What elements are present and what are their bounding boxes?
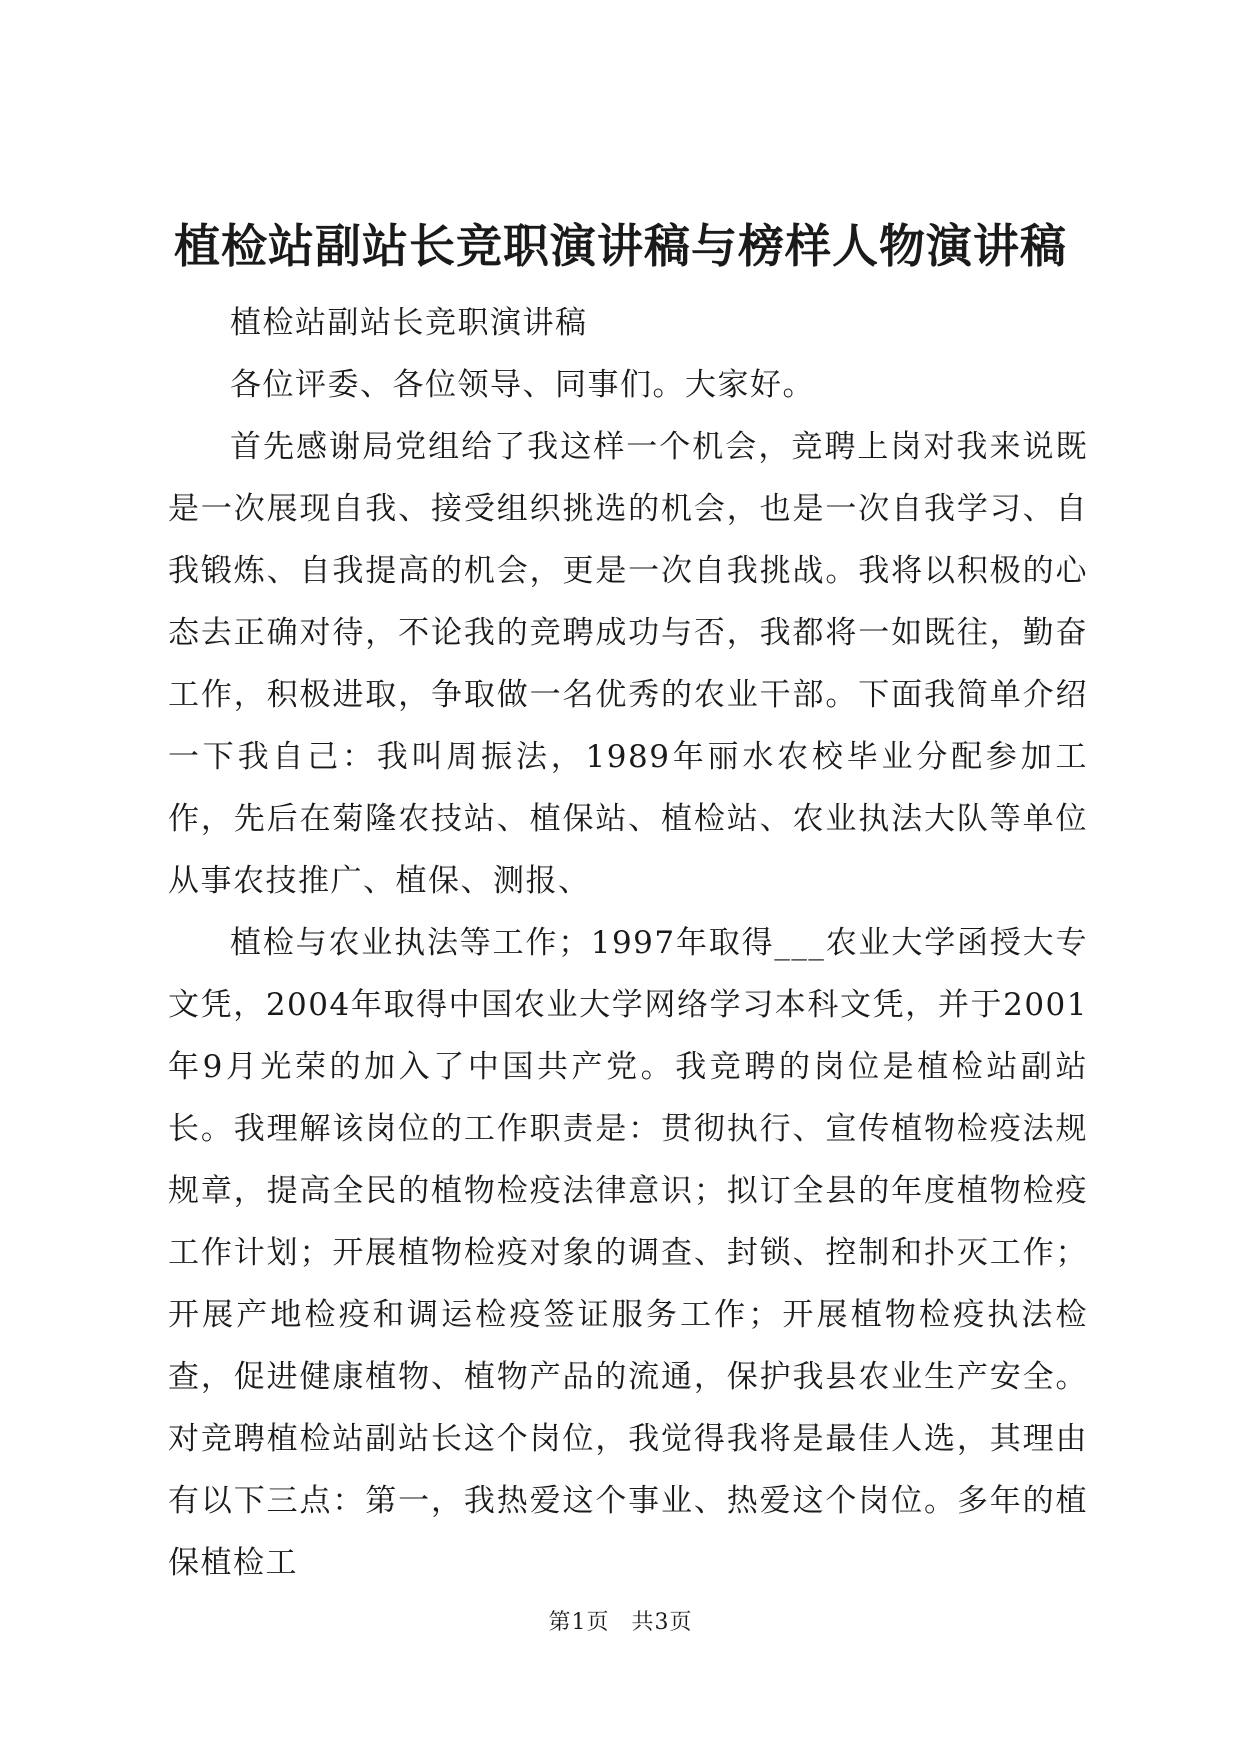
document-body xyxy=(168,292,1088,1594)
paragraph-subtitle: 植检站副站长竞职演讲稿 xyxy=(230,305,588,341)
paragraph-introduction: 首先感谢局党组给了我这样一个机会，竞聘上岗对我来说既是一次展现自我、接受组织挑选的机会，也是一次自我学习、自我锻炼、自我提高的机会，更是一次自我挑战。我将以积极的心态去正确对待，不论我的竞聘成功与否，我都将一如既往，勤奋工作，积极进取，争取做一名优秀的农业干部。下面我简单介绍一下我自己：我叫周振法，1989年丽水农校毕业分配参加工作，先后在菊隆农技站、植保站、植检站、农业执法大队等单位从事农技推广、植保、测报、 xyxy=(168,429,1088,899)
document-title: 植检站副站长竞职演讲稿与榜样人物演讲稿 xyxy=(174,219,1067,273)
page-number-total: 共3页 xyxy=(631,1610,693,1635)
paragraph-qualifications: 植检与农业执法等工作；1997年取得___农业大学函授大专文凭，2004年取得中国农业大学网络学习本科文凭，并于2001年9月光荣的加入了中国共产党。我竞聘的岗位是植检站副站长。我理解该岗位的工作职责是：贯彻执行、宣传植物检疫法规规章，提高全民的植物检疫法律意识；拟订全县的年度植物检疫工作计划；开展植物检疫对象的调查、封锁、控制和扑灭工作；开展产地检疫和调运检疫签证服务工作；开展植物检疫执法检查，促进健康植物、植物产品的流通，保护我县农业生产安全。对竞聘植检站副站长这个岗位，我觉得我将是最佳人选，其理由有以下三点：第一，我热爱这个事业、热爱这个岗位。多年的植保植检工 xyxy=(168,925,1088,1581)
page-number-current: 第1页 xyxy=(548,1610,610,1635)
page-footer xyxy=(0,1608,1241,1638)
paragraph-greeting: 各位评委、各位领导、同事们。大家好。 xyxy=(230,367,815,403)
